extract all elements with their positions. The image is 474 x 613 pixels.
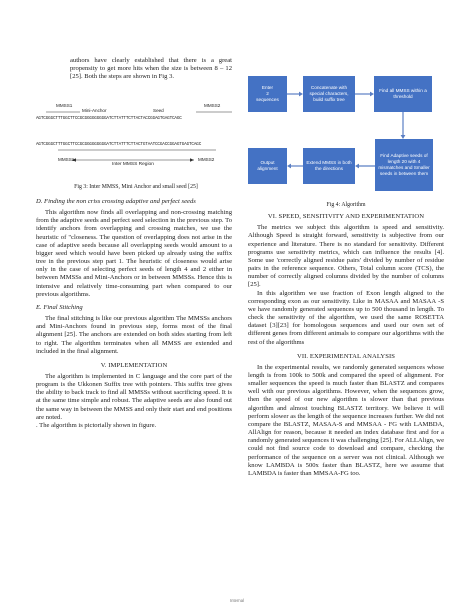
seed-label: Seed — [153, 108, 164, 113]
flow-box-find-adaptive-seeds — [375, 139, 433, 191]
section-d-title: D. Finding the non criss crossing adaptive and perfect seeds — [36, 198, 196, 205]
sequence-1: AGTCGGGCTTTGGCTTCCGCGGGGGGGGGATCTTATTTCTTACTACCGGAGTGAGTCAGC — [36, 116, 182, 121]
section-d-body: This algorithm now finds all overlapping and non-crossing matching from the adaptive seeds and perfect seed selection in the previous step. To identify anchors from overlapping and crossing matches, we use the heuristic of "closeness. The question of overlapping does not arise in the case of adaptive seeds because all overlapping seeds would amount to a bigger seed which would have been picked up already using the suffix tree in the previous step part 1. The heuristic of closeness would arise only in the case of selecting perfect seeds of length 4 and 2 either in between MMSSs and Mini-Anchors or in between MMSSs. Hence this is intensive and relatively time-consuming part when compared to our previous algorithms. — [36, 209, 232, 298]
flow-box-output-alignment — [248, 148, 287, 184]
section-v-last-line: . The algorithm is pictorially shown in figure. — [36, 421, 157, 429]
section-v-title: V. IMPLEMENTATION — [100, 361, 168, 369]
figure-4-caption: Fig 4: Algorithm — [326, 202, 366, 208]
flow-box-concatenate — [303, 76, 355, 112]
find-adaptive-label: Find Adaptive seeds of length 20 with 4 mismatches and Smaller seeds in between them — [378, 153, 430, 176]
section-vii-title: VII. EXPERIMENTAL ANALYSIS — [296, 352, 396, 360]
page-footer-label: Internal — [230, 598, 244, 603]
arrow-adaptive-to-extend-head — [355, 164, 359, 169]
flow-box-enter — [248, 76, 287, 112]
section-v-body: The algorithm is implemented in C language and the core part of the program is the Ukkonen Suffix tree with pointers. This suffix tree gives the ability to back track to find all MMSSs without sacrificing speed. It is at the same time simple and robust. The adaptive seeds are also found out the same way in between the MMSS and only their start and end positions are noted. — [36, 372, 232, 421]
concatenate-label: Concatenate with special characters, build suffix tree — [309, 85, 349, 102]
sequence-2: AGTCGGGCTTTGGCTTCCGCGGGGGGGGGATCTTATTTCTTACTGTAATCCGACCGGAGTGAGTCAGC — [36, 142, 202, 147]
figure-3-caption: Fig 3: Inter MMSS, Mini Anchor and small seed [25] — [74, 184, 198, 190]
right-column-body — [248, 201, 444, 478]
left-column — [36, 0, 232, 81]
mmss1-top-label: MMSS1 — [56, 103, 73, 108]
section-vi-title: VI. SPEED, SENSITIVITY AND EXPERIMENTATION — [267, 213, 425, 221]
flow-box-extend-mmss — [303, 148, 355, 184]
inter-region-label: Inter MMSS Region — [112, 162, 154, 167]
section-vi-paragraph-2: In this algorithm we use fraction of Exon length aligned to the corresponding exon as our sensitivity. Like in MASAA and MASAA -S we have randomly generated sequences up to 500 thousand in length. To check the sensitivity of the algorithm, we used the same ROSETTA dataset [3][23] for homologous sequences and used our own set of different genes from different animals to compare our algorithms with the rest of the algorithms — [248, 289, 444, 346]
figure-4-flowchart — [248, 72, 444, 196]
enter-number: 2 — [266, 91, 269, 96]
find-all-label: Find all MMSS within a threshold — [379, 88, 427, 99]
mmss1-bottom-label: MMSS1 — [58, 157, 75, 162]
inter-region-arrow-right-head — [190, 158, 194, 161]
flow-box-find-all-mmss — [374, 76, 432, 112]
extend-label: Extend MMSS in both the directions — [306, 160, 352, 171]
figure-3-inter-mmss — [36, 96, 236, 196]
section-vii-body: In the experimental results, we randomly generated sequences whose length is from 100k to 500k and compared the speed of alignment. For smaller sequences the speed is much faster than BLASTZ and compares well with our previous algorithms. However, when the sequences grow, then the speed of our new algorithm is slower than that previous algorithm and almost touching BLASTZ territory. We believe it will perform slower as the length of the sequence increases further. We did not compare the BLASTZ, MASAA-S and MMSAA - FG with LAMBDA, AllAlign for reason, because it needed an index database first and for a randomly generated sequences it was challenging [25]. For ALLAlign, we could not find source code to download and compare, checking the performance of the sequence on a server was not clinical. Although we know LAMBDA is 500x faster than BLASTZ, here we assume that LAMBDA is faster than MMSAA-FG too. — [248, 363, 444, 477]
mmss2-top-label: MMSS2 — [204, 103, 221, 108]
section-e-title: E. Final Stitching — [36, 303, 83, 311]
mmss2-bottom-label: MMSS2 — [198, 157, 215, 162]
section-vi-paragraph-1: The metrics we subject this algorithm is speed and sensitivity. Although Speed is straight forward, sensitivity is subjective from our experience and literature. There is no standard for sensitivity. Different programs use sensitivity metrics, which can influence the results [4]. Some use 'correctly aligned residue pairs' divided by number of residue pairs in the reference sequence. Others, Total column score (TCS), the number of correctly aligned columns divided by the number of columns [25]. — [248, 224, 444, 289]
left-column-body — [36, 198, 232, 430]
intro-paragraph: authors have clearly established that there is a great propensity to get more hits when the size is between 8 – 12 [25]. Both the steps are shown in Fig 3. — [70, 57, 232, 81]
mini-anchor-label: Mini-Anchor — [82, 108, 107, 113]
enter-label: Enter — [261, 85, 274, 90]
arrow-extend-to-output-head — [287, 164, 291, 169]
section-e-body: The final stitching is like our previous algorithm The MMSSs anchors and Mini-Anchors found in previous step, forms most of the final alignment [25]. The anchors are extended on both sides starting from left to right. The algorithm terminates when all MMSS are extended and included in the final alignment. — [36, 315, 232, 355]
enter-sub-label: sequences — [256, 97, 279, 102]
output-label: Output alignment — [257, 160, 278, 171]
